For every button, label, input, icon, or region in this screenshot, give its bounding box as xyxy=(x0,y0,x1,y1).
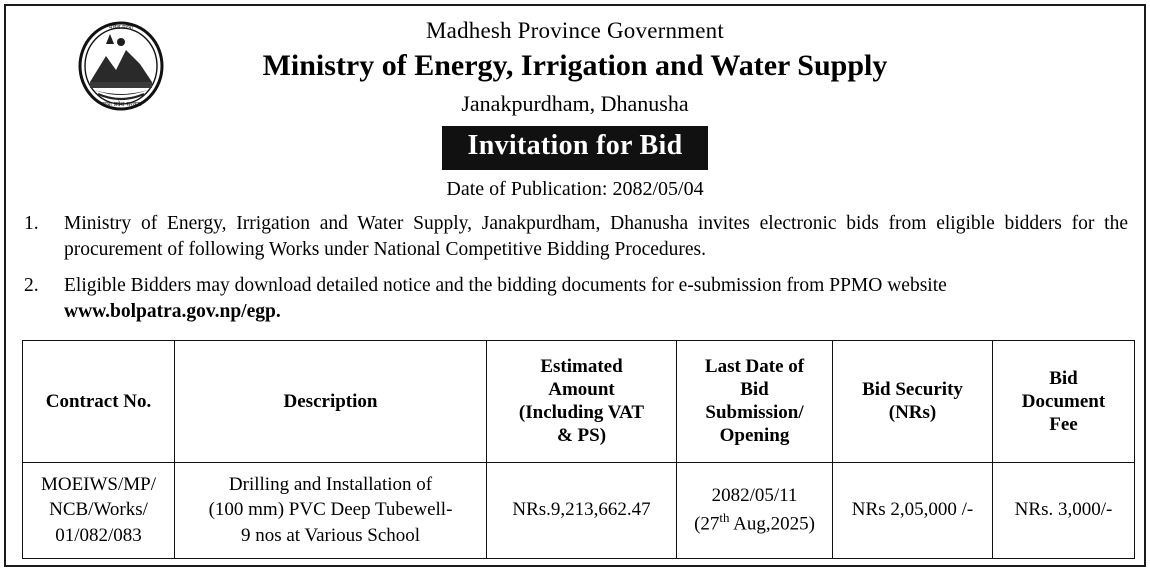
svg-text:मधेश प्रदेश: मधेश प्रदेश xyxy=(109,24,133,31)
nepal-emblem-icon xyxy=(66,20,176,112)
header-estimated-amount xyxy=(487,340,677,462)
cell-last-date-line1: 2082/05/11 xyxy=(711,485,798,507)
cell-contract-no-line3: 01/082/083 xyxy=(55,525,142,547)
header-estimated-amount-line4: & PS) xyxy=(556,425,607,447)
cell-contract-no-line1: MOEIWS/MP/ xyxy=(40,473,157,495)
bid-details-table xyxy=(22,340,1135,559)
cell-bid-security: NRs 2,05,000 /- xyxy=(833,462,993,558)
cell-contract-no-line2: NCB/Works/ xyxy=(49,499,148,521)
header-bid-security-line2: (NRs) xyxy=(888,402,937,424)
cell-last-date xyxy=(677,462,833,558)
header-last-date-line4: Opening xyxy=(719,425,790,447)
header-last-date-line3: Submission/ xyxy=(705,402,804,424)
cell-last-date-suffix: Aug,2025) xyxy=(729,513,815,535)
cell-estimated-amount: NRs.9,213,662.47 xyxy=(487,462,677,558)
office-location: Janakpurdham, Dhanusha xyxy=(461,90,689,116)
table-header-row xyxy=(23,340,1135,462)
page-content xyxy=(22,12,1128,561)
header-bid-document-fee-line1: Bid xyxy=(1049,367,1078,389)
bid-table-wrap xyxy=(22,340,1128,559)
cell-description-line3: 9 nos at Various School xyxy=(240,525,421,547)
header-estimated-amount-line2: Amount xyxy=(548,379,615,401)
header-last-date-line1: Last Date of xyxy=(704,355,805,377)
cell-description xyxy=(175,462,487,558)
header-bid-document-fee-line3: Fee xyxy=(1049,413,1078,435)
header-bid-document-fee xyxy=(993,340,1135,462)
cell-contract-no xyxy=(23,462,175,558)
paragraph-1-text: Ministry of Energy, Irrigation and Water Supply, Janakpurdham, Dhanusha invites electronic bids from eligible bidders for the procurement of following Works under National Competitive Bidding Procedures. xyxy=(64,212,1128,260)
paragraph-2-number: 2. xyxy=(24,275,39,297)
header-description: Description xyxy=(175,340,487,462)
ppmo-website-link[interactable]: www.bolpatra.gov.np/egp. xyxy=(64,301,281,323)
paragraph-2-sentence: Eligible Bidders may download detailed notice and the bidding documents for e-submission from PPMO website xyxy=(64,275,947,297)
paragraph-1-number: 1. xyxy=(24,212,39,234)
svg-text:मधेश प्रदेश सरकार: मधेश प्रदेश सरकार xyxy=(100,101,142,108)
government-title: Madhesh Province Government xyxy=(426,18,724,43)
paragraph-2 xyxy=(22,273,1128,326)
cell-description-line1: Drilling and Installation of xyxy=(228,473,433,495)
header-estimated-amount-line3: (Including VAT xyxy=(518,402,645,424)
invitation-for-bid-banner: Invitation for Bid xyxy=(442,126,709,169)
header-contract-no: Contract No. xyxy=(23,340,175,462)
paragraph-1 xyxy=(22,211,1128,264)
invitation-banner-wrap xyxy=(22,126,1128,169)
header-bid-security-line1: Bid Security xyxy=(862,379,963,401)
header-bid-security xyxy=(833,340,993,462)
cell-last-date-prefix: (27 xyxy=(694,513,720,535)
header-bid-document-fee-line2: Document xyxy=(1021,390,1106,412)
cell-last-date-line2 xyxy=(683,509,826,537)
table-row xyxy=(23,462,1135,558)
ministry-title: Ministry of Energy, Irrigation and Water Supply xyxy=(262,49,888,83)
header-last-date xyxy=(677,340,833,462)
header-last-date-line2: Bid xyxy=(740,379,769,401)
header-estimated-amount-line1: Estimated xyxy=(540,355,623,377)
cell-last-date-ordinal: th xyxy=(719,510,730,526)
document-header xyxy=(22,12,1128,201)
publication-date: Date of Publication: 2082/05/04 xyxy=(446,177,704,200)
cell-description-line2: (100 mm) PVC Deep Tubewell- xyxy=(208,499,453,521)
paragraph-2-text xyxy=(64,273,1128,326)
cell-bid-document-fee: NRs. 3,000/- xyxy=(993,462,1135,558)
